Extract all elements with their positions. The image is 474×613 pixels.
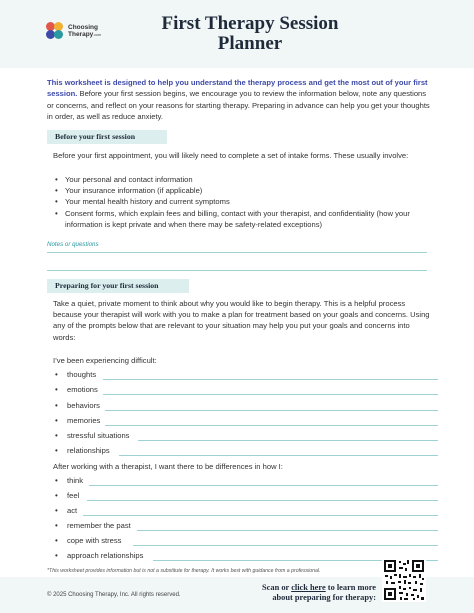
list-item: • Your mental health history and current symptoms (53, 196, 433, 207)
list-item: • Consent forms, which explain fees and billing, contact with your therapist, and confidentiality (how your information is kept private and when there may be safety-related exceptions) (53, 208, 433, 230)
prompt-label: cope with stress (67, 536, 124, 545)
bullet-icon: • (55, 370, 58, 379)
answer-line[interactable] (119, 455, 438, 456)
scan-pre: Scan or (262, 583, 292, 592)
prompt-label: approach relationships (67, 551, 146, 560)
answer-line[interactable] (89, 485, 438, 486)
section1-text: Before your first appointment, you will likely need to complete a set of intake forms. These usually involve: (53, 151, 409, 160)
section2-text: Take a quiet, private moment to think about why you would like to begin therapy. This is a helpful process because your therapist will work with you to make a plan for treatment based on your goals and concerns. Using any of the prompts below that are relevant to your situation may help you put your goals and concerns into words: (53, 299, 430, 342)
prompt-row-remember-the-past[interactable] (53, 521, 438, 536)
qr-code-icon[interactable] (382, 558, 426, 602)
prompt-label: emotions (67, 385, 101, 394)
notes-line-1[interactable] (47, 252, 427, 253)
intro-paragraph (47, 77, 432, 123)
prompt-row-act[interactable] (53, 506, 438, 521)
page-title (130, 14, 370, 54)
prompt-label: thoughts (67, 370, 99, 379)
intake-bullet-list (53, 174, 433, 230)
bullet-icon: • (55, 521, 58, 530)
scan-callout (250, 583, 376, 603)
prompt-label: stressful situations (67, 431, 132, 440)
logo-wordmark (68, 24, 101, 39)
prompt-row-approach-relationships[interactable] (53, 551, 438, 566)
section-heading-before: Before your first session (47, 130, 167, 144)
list-item: • Your personal and contact information (53, 174, 433, 185)
disclaimer: *This worksheet provides information but is not a substitute for therapy. It works best with guidance from a professional. (47, 568, 321, 574)
qr-code-graphic (382, 558, 426, 602)
prompt-label: memories (67, 416, 103, 425)
logo-suffix: .com (93, 32, 101, 37)
bullet-icon: • (55, 506, 58, 515)
click-here-link[interactable]: click here (291, 583, 326, 592)
prompt-row-behaviors[interactable] (53, 401, 438, 416)
answer-line[interactable] (133, 545, 438, 546)
bullet-icon: • (55, 476, 58, 485)
bullet-icon: • (55, 385, 58, 394)
answer-line[interactable] (137, 530, 438, 531)
intro-lead: This worksheet is designed to help you understand the therapy process and get the most out of your first session. (47, 78, 428, 99)
scan-post: to learn more (325, 583, 376, 592)
logo-icon (46, 22, 64, 40)
prompt-row-cope-with-stress[interactable] (53, 536, 438, 551)
list-item: • Your insurance information (if applicable) (53, 185, 433, 196)
notes-label: Notes or questions (47, 241, 99, 248)
title-line1: First Therapy Session (161, 13, 339, 34)
bullet-icon: • (55, 416, 58, 425)
intro-body: Before your first session begins, we encourage you to review the information below, note any questions or concerns, and reflect on your reasons for starting therapy. Preparing in advance can help you get your thoughts in order, as well as reduce anxiety. (47, 89, 430, 122)
scan-line2: about preparing for therapy: (272, 593, 376, 602)
section-heading-preparing: Preparing for your first session (47, 279, 189, 293)
prompt-row-feel[interactable] (53, 491, 438, 506)
bullet-icon: • (55, 431, 58, 440)
prompt-label: remember the past (67, 521, 134, 530)
prompt-label: think (67, 476, 86, 485)
prompt-label: behaviors (67, 401, 103, 410)
prompt-row-stressful-situations[interactable] (53, 431, 438, 446)
bullet-icon: • (55, 491, 58, 500)
prompt-row-think[interactable] (53, 476, 438, 491)
bullet-icon: • (55, 446, 58, 455)
prompt-row-emotions[interactable] (53, 385, 438, 400)
bullet-icon: • (55, 536, 58, 545)
logo-line1: Choosing (68, 23, 98, 31)
answer-line[interactable] (105, 410, 438, 411)
answer-line[interactable] (103, 394, 438, 395)
prompt-difficult: I’ve been experiencing difficult: (53, 356, 157, 365)
prompt-label: relationships (67, 446, 113, 455)
answer-line[interactable] (83, 515, 438, 516)
title-line2: Planner (217, 33, 283, 54)
answer-line[interactable] (103, 379, 438, 380)
choosing-therapy-logo[interactable] (46, 22, 101, 40)
prompt-differences: After working with a therapist, I want there to be differences in how I: (53, 462, 283, 471)
answer-line[interactable] (87, 500, 438, 501)
notes-line-2[interactable] (47, 270, 427, 271)
prompt-label: act (67, 506, 80, 515)
answer-line[interactable] (138, 440, 438, 441)
logo-line2: Therapy (68, 30, 94, 38)
answer-line[interactable] (105, 425, 438, 426)
bullet-icon: • (55, 551, 58, 560)
prompt-row-relationships[interactable] (53, 446, 438, 461)
prompt-row-memories[interactable] (53, 416, 438, 431)
copyright: © 2025 Choosing Therapy, Inc. All rights reserved. (47, 592, 181, 598)
prompt-row-thoughts[interactable] (53, 370, 438, 385)
bullet-icon: • (55, 401, 58, 410)
prompt-label: feel (67, 491, 82, 500)
